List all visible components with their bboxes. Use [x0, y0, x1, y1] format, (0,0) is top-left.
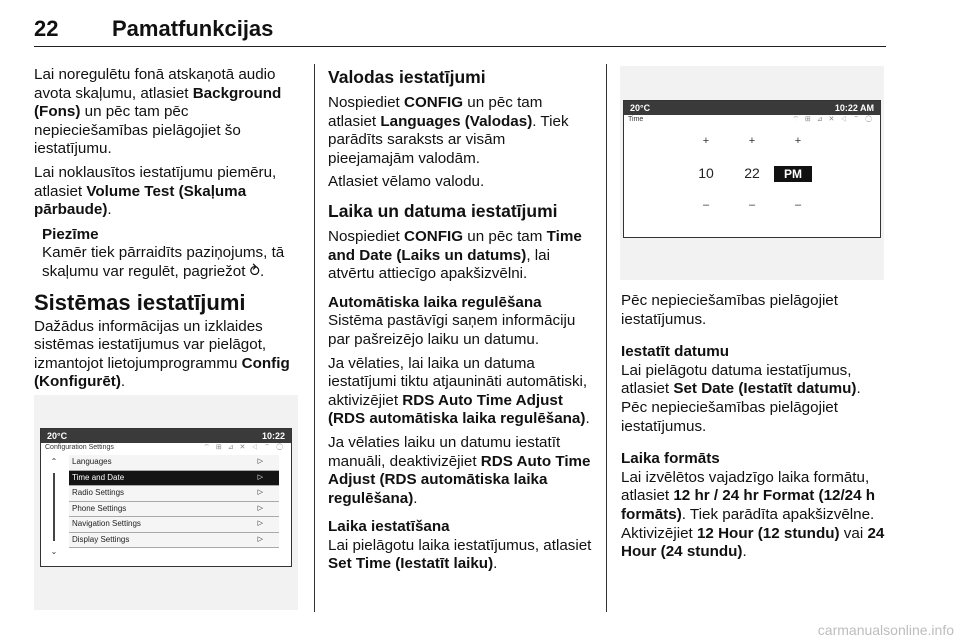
temperature: 20°C	[47, 431, 68, 441]
menu-item-languages[interactable]: Languages ▷	[69, 455, 279, 471]
chevron-right-icon: ▷	[257, 458, 263, 465]
menu-item-radio-settings[interactable]: Radio Settings ▷	[69, 486, 279, 502]
hour-increase-button[interactable]: +	[702, 135, 710, 147]
paragraph-languages: Nospiediet CONFIG un pēc tam atlasiet Languages (Valodas). Tiek parādīts saraksts ar visām pieejamajām valodām.	[328, 94, 569, 167]
status-bar	[624, 101, 880, 115]
screen-subtitle: Time	[628, 116, 644, 123]
heading-auto-time: Automātiska laika regulēšana	[328, 293, 542, 311]
paragraph-time-format: Lai izvēlētos vajadzīgo laika formātu, atlasiet 12 hr / 24 hr Format (12/24 h formāts). Tiek parādīta apakšizvēlne. Aktivizējiet 12 Hour (12 stundu) vai 24 Hour (24 stundu).	[621, 468, 885, 561]
paragraph-adjust: Pēc nepieciešamības pielāgojiet iestatījumus.	[621, 292, 838, 328]
chevron-right-icon: ▷	[257, 504, 263, 512]
heading-set-time: Laika iestatīšana	[328, 518, 450, 536]
column-divider-1	[314, 64, 315, 612]
page-title: Pamatfunkcijas	[112, 16, 274, 41]
note-block	[42, 226, 302, 282]
time-settings-screen	[623, 100, 881, 238]
status-icons: ⌔ ⊞ ⊿ ✕ ◁ ⌒ ◯	[203, 444, 285, 451]
menu-item-display-settings[interactable]: Display Settings ▷	[69, 533, 279, 549]
paragraph-set-time: Lai pielāgotu laika iestatījumus, atlasiet Set Time (Iestatīt laiku).	[328, 536, 592, 573]
paragraph-auto-3: Ja vēlaties laiku un datumu iestatīt manuāli, deaktivizējiet RDS Auto Time Adjust (RDS automātiska laika regulēšana).	[328, 433, 591, 507]
section-heading: Sistēmas iestatījumi	[34, 289, 246, 315]
page-header	[34, 10, 886, 47]
settings-menu	[69, 455, 279, 548]
minute-value[interactable]: 22	[744, 165, 760, 181]
column-3	[621, 292, 889, 567]
paragraph-auto-1: Sistēma pastāvīgi saņem informāciju par pašreizējo laiku un datumu.	[328, 312, 576, 348]
hour-value[interactable]: 10	[698, 165, 714, 181]
scrollbar[interactable]	[47, 457, 61, 567]
menu-item-time-and-date[interactable]: Time and Date ▷	[69, 471, 279, 487]
column-2	[328, 66, 594, 579]
note-title: Piezīme	[42, 225, 99, 243]
time-settings-illustration	[620, 66, 884, 280]
ampm-decrease-button[interactable]: –	[794, 199, 802, 211]
chevron-right-icon: ▷	[257, 489, 263, 496]
minute-decrease-button[interactable]: –	[748, 199, 756, 211]
heading-time-format: Laika formāts	[621, 450, 720, 468]
watermark: carmanualsonline.info	[817, 622, 954, 638]
minute-increase-button[interactable]: +	[748, 135, 756, 147]
paragraph-background: Lai noregulētu fonā atskaņotā audio avota skaļumu, atlasiet Background (Fons) un pēc tam pēc nepieciešamības pielāgojiet šo iestatījumu.	[34, 66, 282, 158]
menu-item-navigation-settings[interactable]: Navigation Settings ▷	[69, 517, 279, 533]
page-number: 22	[34, 16, 59, 41]
clock: 10:22	[261, 431, 285, 441]
scroll-track[interactable]	[53, 473, 55, 541]
paragraph-set-date: Lai pielāgotu datuma iestatījumus, atlasiet Set Date (Iestatīt datumu).	[621, 361, 861, 398]
heading-language-settings: Valodas iestatījumi	[328, 67, 486, 87]
status-icons: ⌔ ⊞ ⊿ ✕ ◁ ⌒ ◯	[792, 116, 874, 123]
column-divider-2	[606, 64, 607, 612]
heading-time-date-settings: Laika un datuma iestatījumi	[328, 200, 558, 221]
paragraph-auto-2: Ja vēlaties, lai laika un datuma iestatījumi tiktu atjaunināti automātiski, aktivizējiet RDS Auto Time Adjust (RDS automātiska laika regulēšana).	[328, 354, 590, 428]
paragraph-select-language: Atlasiet vēlamo valodu.	[328, 173, 485, 191]
status-bar	[41, 429, 291, 443]
hour-decrease-button[interactable]: –	[702, 199, 710, 211]
chevron-right-icon: ▷	[257, 520, 263, 527]
clock: 10:22 AM	[834, 103, 874, 113]
ampm-value[interactable]: PM	[774, 166, 812, 182]
note-text: Kamēr tiek pārraidīts paziņojums, tā skaļumu var regulēt, pagriežot ⥁.	[42, 244, 285, 280]
config-settings-illustration	[34, 395, 298, 610]
chevron-right-icon: ▷	[257, 535, 263, 543]
column-1	[34, 66, 302, 397]
heading-set-date: Iestatīt datumu	[621, 343, 730, 361]
config-settings-screen	[40, 428, 292, 567]
scroll-down-icon[interactable]: ⌄	[50, 547, 58, 556]
paragraph-adjust-date: Pēc nepieciešamības pielāgojiet iestatījumus.	[621, 398, 838, 435]
screen-subtitle: Configuration Settings	[45, 444, 114, 451]
paragraph-volume-test: Lai noklausītos iestatījumu piemēru, atlasiet Volume Test (Skaļuma pārbaude).	[34, 163, 277, 219]
ampm-increase-button[interactable]: +	[794, 135, 802, 147]
scroll-up-icon[interactable]: ⌃	[50, 457, 58, 466]
temperature: 20°C	[630, 103, 651, 113]
chevron-right-icon: ▷	[257, 473, 263, 481]
menu-item-phone-settings[interactable]: Phone Settings ▷	[69, 502, 279, 518]
paragraph-config: Dažādus informācijas un izklaides sistēmas iestatījumus var pielāgot, izmantojot lietojumprogrammu Config (Konfigurēt).	[34, 317, 290, 391]
paragraph-time-date: Nospiediet CONFIG un pēc tam Time and Date (Laiks un datums), lai atvērtu attiecīgo apakšizvēlni.	[328, 227, 582, 283]
